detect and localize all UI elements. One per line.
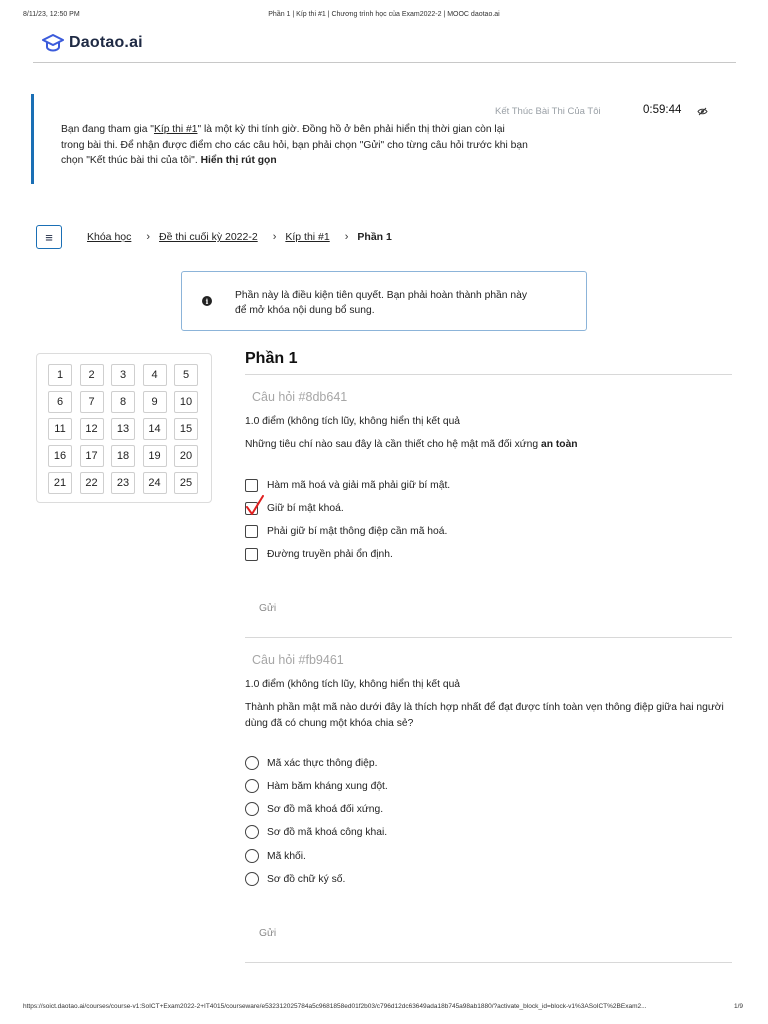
question-nav-button[interactable]: 9	[143, 391, 167, 413]
question-nav-button[interactable]: 2	[80, 364, 104, 386]
breadcrumb	[36, 225, 392, 249]
submit-button[interactable]: Gửi	[259, 928, 277, 939]
question-text: Thành phần mật mã nào dưới đây là thích hợp nhất để đạt được tính toàn vẹn thông điệp giữa hai người dùng đã có chung một khóa chia sẻ?	[245, 702, 724, 729]
answer-option[interactable]	[245, 546, 393, 562]
question-points: 1.0 điểm (không tích lũy, không hiển thị kết quả	[245, 679, 461, 690]
submit-button[interactable]: Gửi	[259, 603, 277, 614]
option-label: Hàm mã hoá và giải mã phải giữ bí mật.	[267, 479, 451, 491]
print-date: 8/11/23, 12:50 PM	[23, 11, 80, 18]
menu-button[interactable]	[36, 225, 62, 249]
question-nav-button[interactable]: 11	[48, 418, 72, 440]
answer-option[interactable]	[245, 477, 450, 493]
question-text	[245, 437, 725, 453]
print-page-number: 1/9	[733, 1003, 743, 1010]
time-remaining: 0:59:44	[643, 104, 682, 116]
part-header	[245, 350, 732, 368]
question-nav-button[interactable]: 21	[48, 472, 72, 494]
brand-logo[interactable]	[42, 33, 143, 53]
option-label: Mã xác thực thông điệp.	[267, 757, 378, 769]
part-divider	[245, 374, 732, 375]
checkbox[interactable]	[245, 548, 258, 561]
question-nav-button[interactable]: 15	[174, 418, 198, 440]
answer-option[interactable]	[245, 778, 388, 794]
answer-option[interactable]	[245, 824, 387, 840]
message-part-1: Bạn đang tham gia "	[61, 124, 154, 135]
question-nav-button[interactable]: 22	[80, 472, 104, 494]
question-nav-button[interactable]: 20	[174, 445, 198, 467]
message-part-2: " là một kỳ thi tính giờ. Đồng hồ ở bên phải hiển thị thời gian còn lại trong bài thi. Để nhận được điểm cho các câu hỏi, bạn phải chọn "Gửi" cho từng câu hỏi trước khi bạn chọn "Kết thúc bài thi của tôi".	[61, 124, 528, 166]
question-nav-button[interactable]: 5	[174, 364, 198, 386]
question-divider	[245, 637, 732, 638]
answer-option[interactable]	[245, 801, 383, 817]
radio-button[interactable]	[245, 802, 259, 816]
radio-button[interactable]	[245, 779, 259, 793]
radio-button[interactable]	[245, 849, 259, 863]
question-nav-button[interactable]: 13	[111, 418, 135, 440]
question-id: Câu hỏi #fb9461	[252, 653, 344, 667]
option-label: Sơ đồ mã khoá công khai.	[267, 826, 388, 838]
question-nav-button[interactable]: 4	[143, 364, 167, 386]
question-nav-button[interactable]: 23	[111, 472, 135, 494]
question-nav-button[interactable]: 14	[143, 418, 167, 440]
option-label: Phải giữ bí mật thông điệp cần mã hoá.	[267, 525, 448, 537]
question-nav-button[interactable]: 17	[80, 445, 104, 467]
answer-option[interactable]	[245, 500, 344, 516]
breadcrumb-session[interactable]: Kíp thi #1	[285, 231, 330, 243]
checkbox[interactable]	[245, 479, 258, 492]
checkbox[interactable]	[245, 525, 258, 538]
checkbox-checked[interactable]	[245, 502, 258, 515]
eye-off-icon[interactable]	[697, 107, 708, 116]
question-nav-button[interactable]: 8	[111, 391, 135, 413]
timed-exam-banner	[31, 94, 736, 184]
question-text-emphasis: an toàn	[540, 439, 578, 450]
radio-button[interactable]	[245, 872, 259, 886]
option-label: Đường truyền phải ổn định.	[267, 548, 393, 560]
prerequisite-text: Phần này là điều kiện tiên quyết. Bạn phải hoàn thành phần này để mở khóa nội dung bổ sung.	[235, 290, 527, 316]
question-points: 1.0 điểm (không tích lũy, không hiển thị kết quả	[245, 416, 461, 427]
breadcrumb-current: Phần 1	[357, 231, 392, 243]
breadcrumb-course[interactable]: Khóa học	[87, 231, 132, 243]
header-divider	[33, 62, 736, 63]
option-label: Hàm băm kháng xung đột.	[267, 780, 388, 792]
question-divider	[245, 962, 732, 963]
question-nav-button[interactable]: 16	[48, 445, 72, 467]
question-nav-button[interactable]: 19	[143, 445, 167, 467]
part-title: Phần 1	[245, 350, 298, 367]
question-nav-button[interactable]: 12	[80, 418, 104, 440]
option-label: Sơ đồ chữ ký số.	[267, 873, 346, 885]
radio-button[interactable]	[245, 756, 259, 770]
radio-button[interactable]	[245, 825, 259, 839]
breadcrumb-exam[interactable]: Đề thi cuối kỳ 2022-2	[159, 231, 258, 243]
answer-option[interactable]	[245, 755, 378, 771]
graduation-cap-icon	[42, 33, 64, 53]
menu-icon: ≡	[45, 229, 53, 245]
print-title: Phần 1 | Kíp thi #1 | Chương trình học của Exam2022-2 | MOOC daotao.ai	[268, 11, 500, 18]
option-label: Sơ đồ mã khoá đối xứng.	[267, 803, 384, 815]
question-grid	[48, 364, 198, 494]
end-exam-button[interactable]: Kết Thúc Bài Thi Của Tôi	[495, 106, 601, 117]
brand-name: Daotao.ai	[69, 34, 143, 51]
show-less-link[interactable]: Hiển thị rút gọn	[200, 155, 277, 166]
option-label: Mã khối.	[267, 850, 306, 862]
question-text-main: Những tiêu chí nào sau đây là cần thiết cho hệ mật mã đối xứng	[245, 439, 541, 450]
chevron-right-icon: ›	[344, 231, 349, 243]
question-nav-button[interactable]: 6	[48, 391, 72, 413]
exam-link[interactable]: Kíp thi #1	[153, 124, 198, 135]
print-url: https://soict.daotao.ai/courses/course-v1:SoICT+Exam2022-2+IT4015/courseware/e532312025784a5c9681858ed01f2b03/c796d12dc63649ada18b745a98ab1880/?activate_block_id=block-v1%3ASoICT%2BExam2...	[23, 1003, 647, 1010]
prerequisite-notice	[181, 271, 587, 331]
question-nav-button[interactable]: 1	[48, 364, 72, 386]
question-nav-button[interactable]: 10	[174, 391, 198, 413]
chevron-right-icon: ›	[146, 231, 151, 243]
option-label: Giữ bí mật khoá.	[267, 502, 344, 514]
answer-option[interactable]	[245, 523, 447, 539]
question-nav-button[interactable]: 7	[80, 391, 104, 413]
check-icon	[245, 495, 265, 517]
answer-option[interactable]	[245, 848, 306, 864]
timed-exam-message	[61, 122, 531, 169]
question-nav-button[interactable]: 18	[111, 445, 135, 467]
info-icon: i	[202, 296, 212, 306]
question-id: Câu hỏi #8db641	[252, 390, 348, 404]
question-nav-button[interactable]: 3	[111, 364, 135, 386]
chevron-right-icon: ›	[272, 231, 277, 243]
question-nav-button[interactable]: 25	[174, 472, 198, 494]
question-nav-button[interactable]: 24	[143, 472, 167, 494]
answer-option[interactable]	[245, 871, 345, 887]
question-navigator	[36, 353, 212, 503]
